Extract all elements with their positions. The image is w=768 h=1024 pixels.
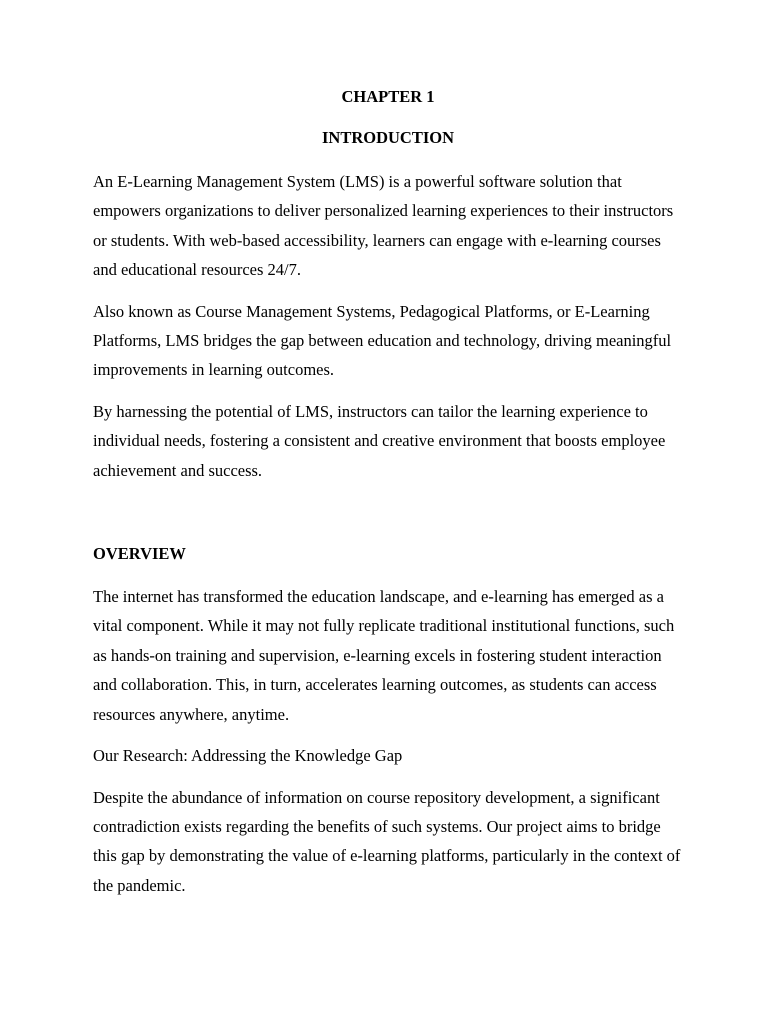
intro-paragraph-1: An E-Learning Management System (LMS) is a powerful software solution that empowers organizations to deliver personalized learning experiences to their instructors or students. With web-based accessibility, learners can engage with e-learning courses and educational resources 24/7. — [93, 172, 674, 280]
research-subheading: Our Research: Addressing the Knowledge Gap — [93, 746, 403, 766]
overview-paragraph: The internet has transformed the education landscape, and e-learning has emerged as a vital component. While it may not fully replicate traditional institutional functions, such as hands-on training and supervision, e-learning excels in fostering student interaction and collaboration. This, in turn, accelerates learning outcomes, as students can access resources anywhere, anytime. — [93, 587, 675, 724]
chapter-title: CHAPTER 1 — [341, 87, 435, 106]
page-content — [93, 84, 683, 912]
overview-heading: OVERVIEW — [93, 544, 186, 564]
intro-paragraph-3: By harnessing the potential of LMS, instructors can tailor the learning experience to individual needs, fostering a consistent and creative environment that boosts employee achievement and success. — [93, 401, 666, 480]
research-paragraph: Despite the abundance of information on course repository development, a significant contradiction exists regarding the benefits of such systems. Our project aims to bridge this gap by demonstrating the value of e-learning platforms, particularly in the context of the pandemic. — [93, 787, 681, 895]
introduction-heading: INTRODUCTION — [321, 128, 455, 147]
intro-paragraph-2: Also known as Course Management Systems, Pedagogical Platforms, or E-Learning Platforms, LMS bridges the gap between education and technology, driving meaningful improvements in learning outcomes. — [93, 301, 672, 380]
